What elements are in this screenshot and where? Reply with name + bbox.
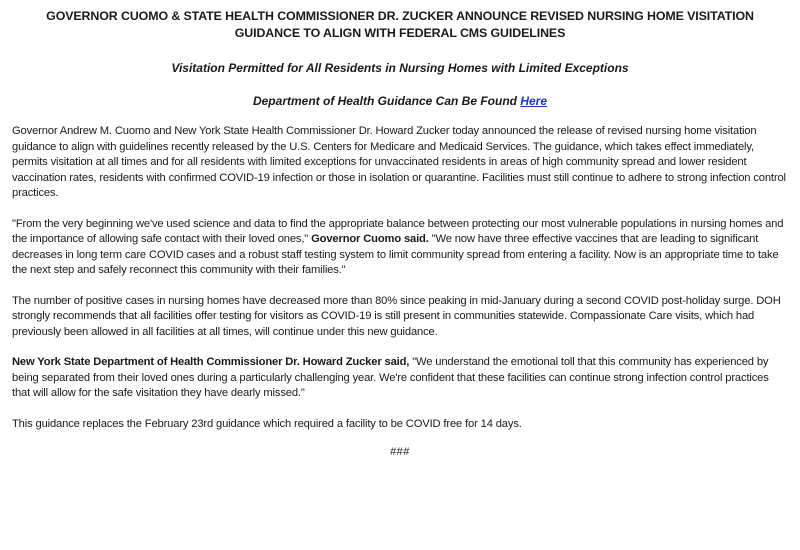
paragraph-2-quote-start: "From the very beginning we've used science and data to find the appropriate balance between protecting our most vulnerable populations in nursing homes and the importance of allowing safe contact with their loved ones," xyxy=(12,217,784,245)
subheadline: Visitation Permitted for All Residents in Nursing Homes with Limited Exceptions xyxy=(171,61,629,75)
paragraph-2-quote-end: "We now have three effective vaccines that are leading to significant decreases in long term care COVID cases and a robust staff testing system to limit community spread from entering a facility. Now is an appropriate time to take the next step and safely reconnect this community with their families." xyxy=(12,233,779,276)
paragraph-4-quote: "We understand the emotional toll that this community has experienced by being separated from their loved ones during a particularly challenging year. We're confident that these facilities can continue strong infection control practices that will allow for the safe visitation they have dearly missed." xyxy=(12,356,769,399)
guidance-link[interactable]: Here xyxy=(520,94,548,108)
paragraph-5: This guidance replaces the February 23rd guidance which required a facility to be COVID free for 14 days. xyxy=(12,417,522,430)
end-mark: ### xyxy=(390,446,410,458)
guidance-text: Department of Health Guidance Can Be Found xyxy=(252,94,517,108)
paragraph-3: The number of positive cases in nursing homes have decreased more than 80% since peaking in mid-January during a second COVID post-holiday surge. DOH strongly recommends that all facilities offer testing for visitors as COVID-19 is still present in communities statewide. Compassionate Care visits, which had previously been allowed in all facilities at all times, will continue under this new guidance. xyxy=(12,294,781,338)
guidance-line xyxy=(12,93,788,109)
paragraph-2-speaker: Governor Cuomo said. xyxy=(311,233,429,245)
paragraph-4-speaker: New York State Department of Health Commissioner Dr. Howard Zucker said, xyxy=(12,356,410,368)
paragraph-1: Governor Andrew M. Cuomo and New York State Health Commissioner Dr. Howard Zucker today announced the release of revised nursing home visitation guidance to align with guidelines recently released by the U.S. Centers for Medicare and Medicaid Services. The guidance, which takes effect immediately, permits visitation at all times and for all residents with limited exceptions for unvaccinated residents in areas of high community spread and lower resident vaccination rates, residents with confirmed COVID-19 infection or those in isolation or quarantine. Facilities must still continue to adhere to strong infection control practices. xyxy=(12,125,786,199)
headline: GOVERNOR CUOMO & STATE HEALTH COMMISSIONER DR. ZUCKER ANNOUNCE REVISED NURSING HOME VISITATION GUIDANCE TO ALIGN WITH FEDERAL CMS GUIDELINES xyxy=(46,9,754,40)
paragraph-4 xyxy=(12,355,788,402)
paragraph-2 xyxy=(12,217,788,279)
